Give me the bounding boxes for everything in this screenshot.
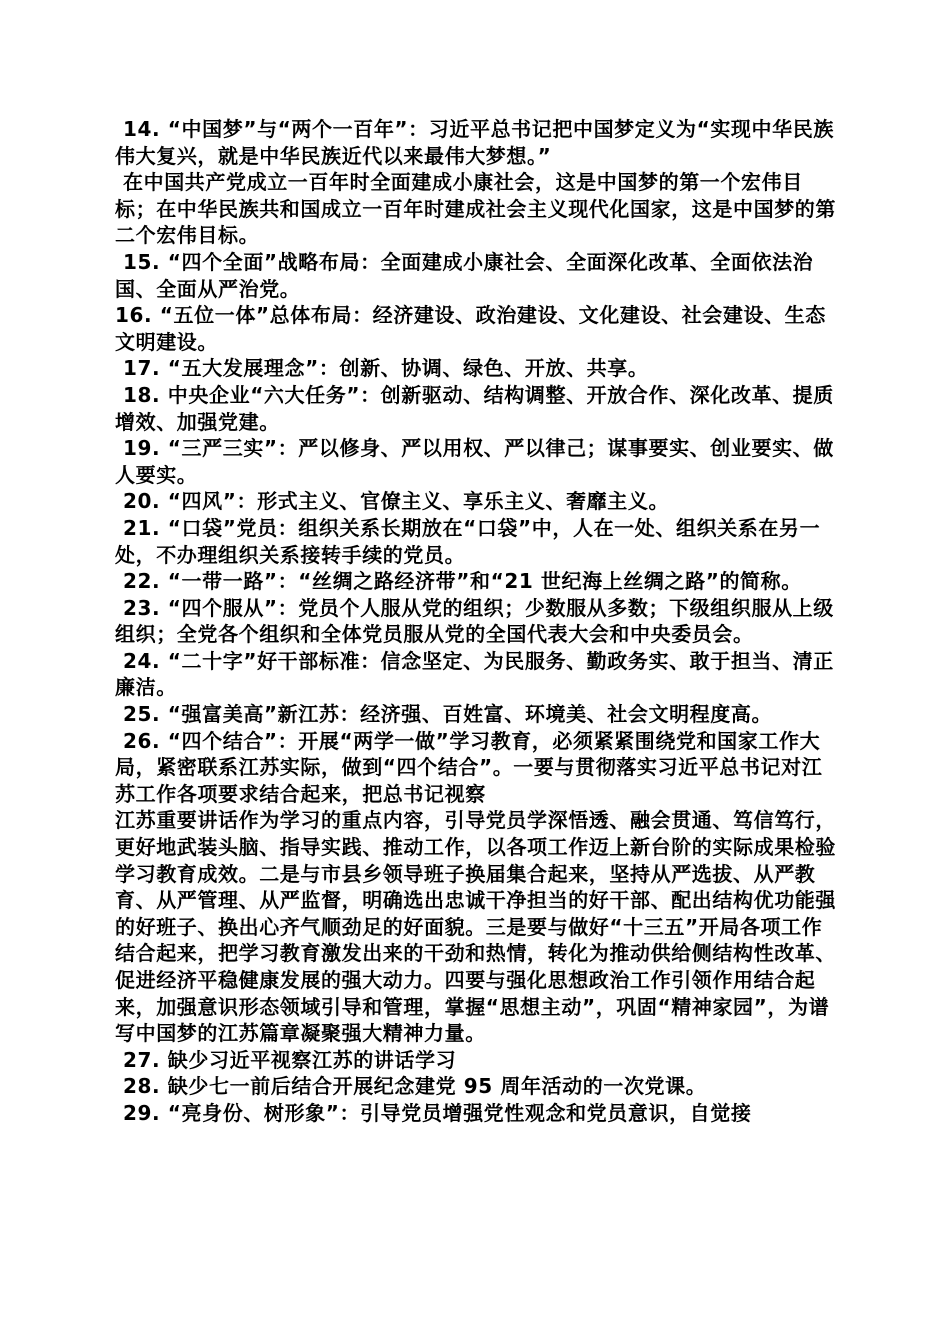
paragraph-15: 27. 缺少习近平视察江苏的讲话学习: [123, 1047, 457, 1072]
paragraph-13: 26. “四个结合”：开展“两学一做”学习教育，必须紧紧围绕党和国家工作大局，紧密联系江苏实际，做到“四个结合”。一要与贯彻落实习近平总书记对江苏工作各项要求结合起来，把总书记视察: [115, 728, 823, 806]
paragraph-16: 28. 缺少七一前后结合开展纪念建党 95 周年活动的一次党课。: [123, 1074, 707, 1099]
paragraph-17: 29. “亮身份、树形象”：引导党员增强党性观念和党员意识，自觉接: [123, 1100, 752, 1125]
paragraph-2: 15. “四个全面”战略布局：全面建成小康社会、全面深化改革、全面依法治国、全面从严治党。: [115, 249, 814, 301]
paragraph-5: 18. 中央企业“六大任务”：创新驱动、结构调整、开放合作、深化改革、提质增效、加强党建。: [115, 382, 834, 434]
paragraph-7: 20. “四风”：形式主义、官僚主义、享乐主义、奢靡主义。: [123, 489, 670, 514]
paragraph-12: 25. “强富美高”新江苏：经济强、百姓富、环境美、社会文明程度高。: [123, 702, 773, 727]
paragraph-6: 19. “三严三实”：严以修身、严以用权、严以律己；谋事要实、创业要实、做人要实。: [115, 436, 834, 487]
document-body: [115, 116, 840, 1127]
paragraph-3: 16. “五位一体”总体布局：经济建设、政治建设、文化建设、社会建设、生态文明建设。: [115, 303, 826, 354]
paragraph-10: 23. “四个服从”：党员个人服从党的组织；少数服从多数；下级组织服从上级组织；全党各个组织和全体党员服从党的全国代表大会和中央委员会。: [115, 595, 834, 647]
paragraph-1: 在中国共产党成立一百年时全面建成小康社会，这是中国梦的第一个宏伟目标；在中华民族共和国成立一百年时建成社会主义现代化国家，这是中国梦的第二个宏伟目标。: [115, 170, 836, 248]
paragraph-9: 22. “一带一路”：“丝绸之路经济带”和“21 世纪海上丝绸之路”的简称。: [123, 569, 802, 594]
paragraph-0: 14. “中国梦”与“两个一百年”：习近平总书记把中国梦定义为“实现中华民族伟大复兴，就是中华民族近代以来最伟大梦想。”: [115, 117, 834, 168]
paragraph-8: 21. “口袋”党员：组织关系长期放在“口袋”中，人在一处、组织关系在另一处，不办理组织关系接转手续的党员。: [115, 515, 821, 567]
paragraph-4: 17. “五大发展理念”：创新、协调、绿色、开放、共享。: [123, 356, 649, 381]
paragraph-11: 24. “二十字”好干部标准：信念坚定、为民服务、勤政务实、敢于担当、清正廉洁。: [115, 648, 834, 700]
paragraph-14: 江苏重要讲话作为学习的重点内容，引导党员学深悟透、融会贯通、笃信笃行，更好地武装头脑、指导实践、推动工作，以各项工作迈上新台阶的实际成果检验学习教育成效。二是与市县乡领导班子换届集合起来，坚持从严选拔、从严教育、从严管理、从严监督，明确选出忠诚干净担当的好干部、配出结构优功能强的好班子、换出心齐气顺劲足的好面貌。三是要与做好“十三五”开局各项工作结合起来，把学习教育激发出来的干劲和热情，转化为推动供给侧结构性改革、促进经济平稳健康发展的强大动力。四要与强化思想政治工作引领作用结合起来，加强意识形态领域引导和管理，掌握“思想主动”，巩固“精神家园”，为谱写中国梦的江苏篇章凝聚强大精神力量。: [115, 808, 836, 1046]
